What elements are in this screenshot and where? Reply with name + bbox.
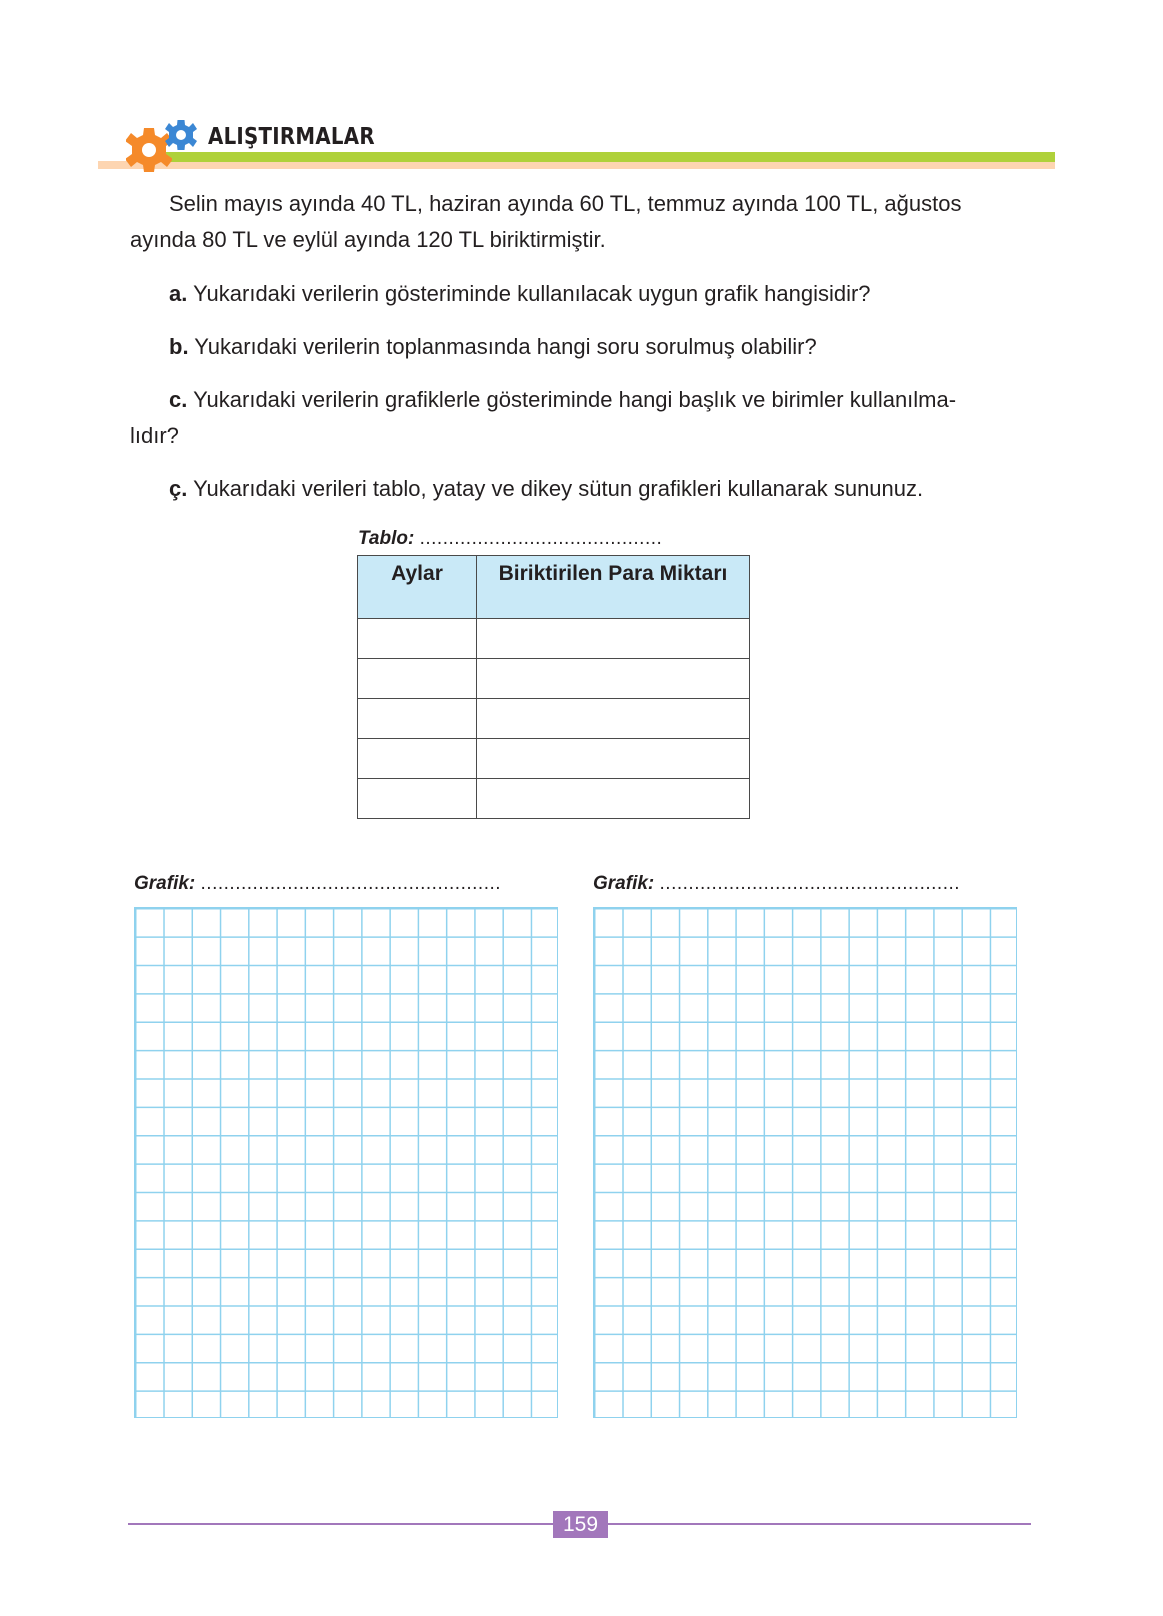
table-cell-month[interactable] <box>358 659 477 699</box>
header-months: Aylar <box>358 556 477 619</box>
intro-line-2: ayında 80 TL ve eylül ayında 120 TL biriktirmiştir. <box>130 227 606 252</box>
table-row <box>358 699 750 739</box>
graph-caption-label: Grafik: <box>134 873 196 894</box>
table-row <box>358 619 750 659</box>
header-amount: Biriktirilen Para Miktarı <box>477 556 750 619</box>
footer-line-left <box>128 1523 553 1525</box>
table-row <box>358 659 750 699</box>
table-cell-amount[interactable] <box>477 659 750 699</box>
question-c <box>130 382 1040 454</box>
footer-line-right <box>608 1523 1031 1525</box>
question-text: Yukarıdaki verilerin gösteriminde kullanılacak uygun grafik hangisidir? <box>193 281 871 306</box>
section-title: ALIŞTIRMALAR <box>208 124 375 150</box>
page-number: 159 <box>553 1511 608 1538</box>
table-cell-month[interactable] <box>358 699 477 739</box>
intro-paragraph <box>130 186 1040 258</box>
question-continuation: lıdır? <box>130 423 179 448</box>
question-text: Yukarıdaki verilerin toplanmasında hangi soru sorulmuş olabilir? <box>194 334 817 359</box>
graph-caption-blank[interactable]: .................................................... <box>659 873 961 894</box>
table-cell-month[interactable] <box>358 739 477 779</box>
blue-gear-icon <box>165 119 197 151</box>
table-cell-amount[interactable] <box>477 699 750 739</box>
intro-line-1: Selin mayıs ayında 40 TL, haziran ayında 60 TL, temmuz ayında 100 TL, ağustos <box>169 191 962 216</box>
table-cell-amount[interactable] <box>477 779 750 819</box>
table-caption-label: Tablo: <box>358 528 415 549</box>
table-row <box>358 779 750 819</box>
data-table <box>357 555 750 819</box>
graph-caption-left <box>134 873 501 895</box>
table-row <box>358 739 750 779</box>
table-caption-blank[interactable]: .......................................... <box>419 528 663 549</box>
table-cell-month[interactable] <box>358 779 477 819</box>
table-cell-month[interactable] <box>358 619 477 659</box>
table-caption <box>358 528 662 550</box>
question-label: a. <box>169 281 188 306</box>
question-text: Yukarıdaki verileri tablo, yatay ve dikey sütun grafikleri kullanarak sununuz. <box>193 476 924 501</box>
graph-grid-right[interactable] <box>593 907 1017 1418</box>
question-label: c. <box>169 387 188 412</box>
table-cell-amount[interactable] <box>477 619 750 659</box>
graph-grid-left[interactable] <box>134 907 558 1418</box>
table-header-row <box>358 556 750 619</box>
header-peach-bar <box>98 161 1055 169</box>
graph-caption-right <box>593 873 960 895</box>
graph-caption-blank[interactable]: .................................................... <box>200 873 502 894</box>
graph-caption-label: Grafik: <box>593 873 655 894</box>
header-green-bar <box>160 152 1055 162</box>
question-text: Yukarıdaki verilerin grafiklerle gösteriminde hangi başlık ve birimler kullanılma- <box>193 387 957 412</box>
question-c-cedilla <box>130 471 1040 507</box>
question-b <box>130 329 1040 365</box>
table-cell-amount[interactable] <box>477 739 750 779</box>
question-label: b. <box>169 334 189 359</box>
question-label: ç. <box>169 476 188 501</box>
question-a <box>130 276 1040 312</box>
